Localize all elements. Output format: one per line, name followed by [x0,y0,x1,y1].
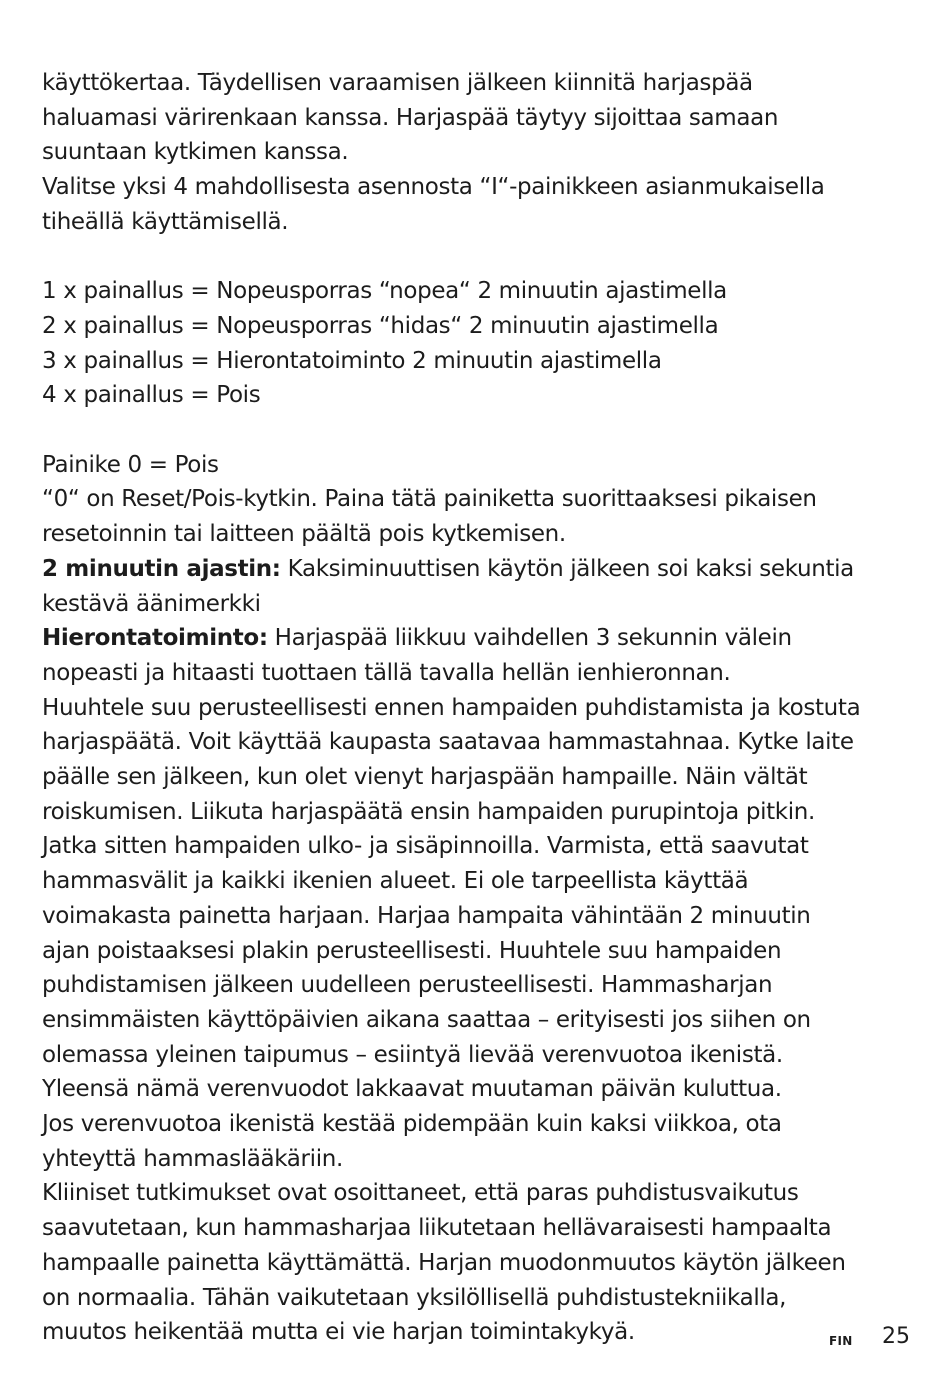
text-line: kestävä äänimerkki [42,590,261,617]
paragraph-spacer [42,240,922,275]
mode-item: 4 x painallus = Pois [42,382,261,409]
timer-line [42,552,922,587]
body-text [42,66,922,1350]
mode-item: 2 x painallus = Nopeusporras “hidas“ 2 minuutin ajastimella [42,312,719,339]
text-line: harjaspäätä. Voit käyttää kaupasta saatavaa hammastahnaa. Kytke laite [42,729,854,756]
text-line: käyttökertaa. Täydellisen varaamisen jälkeen kiinnitä harjaspää [42,70,753,96]
text-line: päälle sen jälkeen, kun olet vienyt harjaspään hampaille. Näin vältät [42,764,808,791]
text-line: Jos verenvuotoa ikenistä kestää pidempään kuin kaksi viikkoa, ota [42,1111,782,1138]
text-line: yhteyttä hammaslääkäriin. [42,1145,343,1172]
text-line: “0“ on Reset/Pois-kytkin. Paina tätä painiketta suorittaaksesi pikaisen [42,486,817,513]
text-line: resetoinnin tai laitteen päältä pois kytkemisen. [42,521,566,548]
text-line: hampaalle painetta käyttämättä. Harjan muodonmuutos käytön jälkeen [42,1249,846,1276]
text-line: haluamasi värirenkaan kanssa. Harjaspää täytyy sijoittaa samaan [42,104,779,131]
text-line: puhdistamisen jälkeen uudelleen perusteellisesti. Hammasharjan [42,972,773,999]
massage-label: Hierontatoiminto: [42,625,268,652]
massage-line [42,621,922,656]
page-number: 25 [882,1324,910,1349]
text-line: Yleensä nämä verenvuodot lakkaavat muutaman päivän kuluttua. [42,1076,782,1103]
text-line: Painike 0 = Pois [42,451,219,478]
mode-item: 1 x painallus = Nopeusporras “nopea“ 2 minuutin ajastimella [42,278,727,305]
text-line: Huuhtele suu perusteellisesti ennen hampaiden puhdistamista ja kostuta [42,694,861,721]
text-line: saavutetaan, kun hammasharjaa liikutetaan hellävaraisesti hampaalta [42,1215,832,1242]
paragraph-charging [42,66,922,240]
text-line: tiheällä käyttämisellä. [42,208,289,235]
paragraph-button-0 [42,448,922,1350]
text-line: Valitse yksi 4 mahdollisesta asennosta “I“-painikkeen asianmukaisella [42,174,825,201]
text-line: hammasvälit ja kaikki ikenien alueet. Ei ole tarpeellista käyttää [42,868,749,895]
text-line: nopeasti ja hitaasti tuottaen tällä tavalla hellän ienhieronnan. [42,659,731,686]
timer-text: Kaksiminuuttisen käytön jälkeen soi kaksi sekuntia [280,555,854,582]
paragraph-spacer [42,413,922,448]
text-line: muutos heikentää mutta ei vie harjan toimintakykyä. [42,1319,635,1346]
mode-list [42,274,922,413]
text-line: on normaalia. Tähän vaikutetaan yksilöllisellä puhdistustekniikalla, [42,1284,787,1311]
text-line: Kliiniset tutkimukset ovat osoittaneet, että paras puhdistusvaikutus [42,1180,799,1207]
massage-text: Harjaspää liikkuu vaihdellen 3 sekunnin välein [267,625,792,652]
text-line: voimakasta painetta harjaan. Harjaa hampaita vähintään 2 minuutin [42,902,811,929]
text-line: roiskumisen. Liikuta harjaspäätä ensin hampaiden purupintoja pitkin. [42,798,815,825]
text-line: suuntaan kytkimen kanssa. [42,139,349,166]
language-label: FIN [829,1334,853,1348]
mode-item: 3 x painallus = Hierontatoiminto 2 minuutin ajastimella [42,347,662,374]
timer-label: 2 minuutin ajastin: [42,555,281,582]
text-line: ensimmäisten käyttöpäivien aikana saattaa – erityisesti jos siihen on [42,1006,811,1033]
text-line: Jatka sitten hampaiden ulko- ja sisäpinnoilla. Varmista, että saavutat [42,833,809,860]
text-line: olemassa yleinen taipumus – esiintyä lievää verenvuotoa ikenistä. [42,1041,783,1068]
text-line: ajan poistaaksesi plakin perusteellisesti. Huuhtele suu hampaiden [42,937,782,964]
